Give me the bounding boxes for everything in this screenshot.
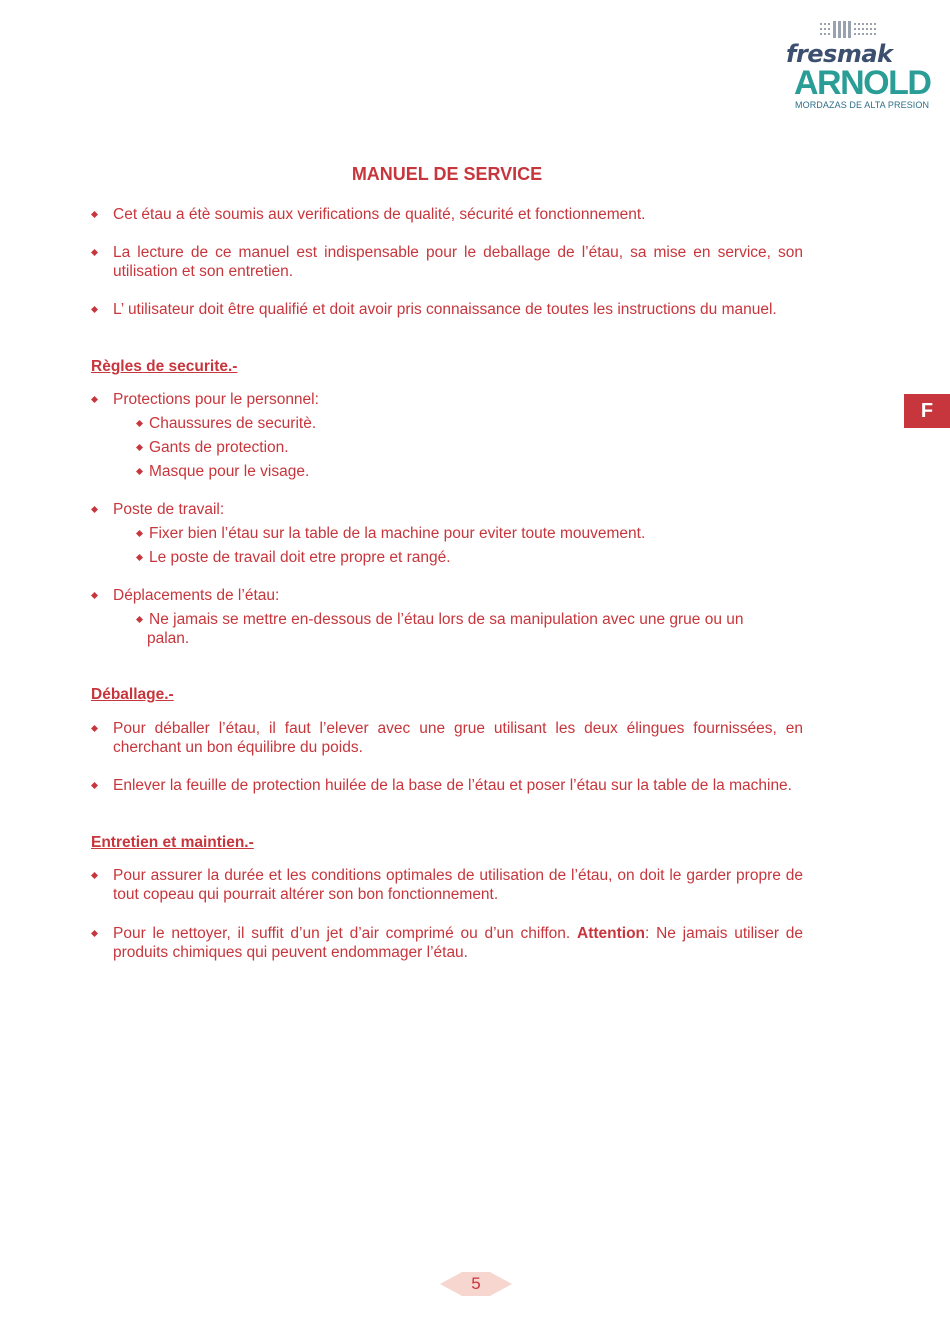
brand-name-top: fresmak <box>786 40 893 68</box>
section-heading-security: Règles de securite.- <box>91 358 238 375</box>
page-number <box>440 1270 512 1298</box>
diamond-bullet-icon <box>91 725 98 732</box>
page-title: MANUEL DE SERVICE <box>351 164 543 184</box>
sub-list-item-text: Ne jamais se mettre en-dessous de l’étau lors de sa manipulation avec une grue ou un <box>149 611 744 628</box>
sub-list-item-text: Fixer bien l’étau sur la table de la machine pour eviter toute mouvement. <box>149 525 646 542</box>
diamond-bullet-icon <box>136 616 143 623</box>
diamond-bullet-icon <box>91 872 98 879</box>
diamond-bullet-icon <box>91 592 98 599</box>
list-item-text <box>113 924 803 962</box>
diamond-bullet-icon <box>91 211 98 218</box>
attention-label: Attention <box>577 925 646 942</box>
list-item-text: Poste de travail: <box>113 501 225 518</box>
list-item-text: La lecture de ce manuel est indispensable pour le deballage de l’étau, sa mise en service, son utilisation et son entretien. <box>113 244 803 280</box>
sub-list-item-text: Masque pour le visage. <box>149 463 310 480</box>
list-item-text: Cet étau a étè soumis aux verifications de qualité, sécurité et fonctionnement. <box>113 206 646 223</box>
list-item-text: Déplacements de l’étau: <box>113 587 280 604</box>
list-item-text: Enlever la feuille de protection huilée de la base de l’étau et poser l’étau sur la table de la machine. <box>113 777 792 794</box>
section-heading-maintenance: Entretien et maintien.- <box>91 834 254 851</box>
brand-name-main: ARNOLD <box>794 64 931 102</box>
logo-dot-grid-icon <box>820 21 880 41</box>
list-item-text-part: Pour le nettoyer, il suffit d’un jet d’air comprimé ou d’un chiffon. <box>113 925 571 942</box>
section-heading-unpacking: Déballage.- <box>91 686 174 703</box>
language-tab: F <box>904 394 950 428</box>
list-item-text: L’ utilisateur doit être qualifié et doit avoir pris connaissance de toutes les instructions du manuel. <box>113 301 777 318</box>
brand-tagline: MORDAZAS DE ALTA PRESION <box>795 100 930 110</box>
diamond-bullet-icon <box>136 554 143 561</box>
page-number-text: 5 <box>471 1274 481 1293</box>
list-item-text: Pour déballer l’étau, il faut l’elever avec une grue utilisant les deux élingues fournissées, en cherchant un bon équilibre du poids. <box>113 720 803 756</box>
diamond-bullet-icon <box>91 249 98 256</box>
diamond-bullet-icon <box>136 444 143 451</box>
sub-list-item-text: Le poste de travail doit etre propre et rangé. <box>149 549 451 566</box>
list-item-text: Protections pour le personnel: <box>113 391 319 408</box>
sub-list-item-text: Gants de protection. <box>149 439 289 456</box>
list-item-text-part: : Ne jamais utiliser de produits chimiques qui peuvent endommager l’étau. <box>113 925 804 961</box>
brand-logo <box>780 18 940 118</box>
sub-list-item-text: palan. <box>147 630 190 647</box>
diamond-bullet-icon <box>91 306 98 313</box>
diamond-bullet-icon <box>91 396 98 403</box>
diamond-bullet-icon <box>136 468 143 475</box>
sub-list-item-text: Chaussures de securitè. <box>149 415 317 432</box>
diamond-bullet-icon <box>91 782 98 789</box>
diamond-bullet-icon <box>91 506 98 513</box>
diamond-bullet-icon <box>136 420 143 427</box>
diamond-bullet-icon <box>91 930 98 937</box>
diamond-bullet-icon <box>136 530 143 537</box>
list-item-text: Pour assurer la durée et les conditions optimales de utilisation de l’étau, on doit le garder propre de tout copeau qui pourrait altérer son bon fonctionnement. <box>113 867 803 903</box>
